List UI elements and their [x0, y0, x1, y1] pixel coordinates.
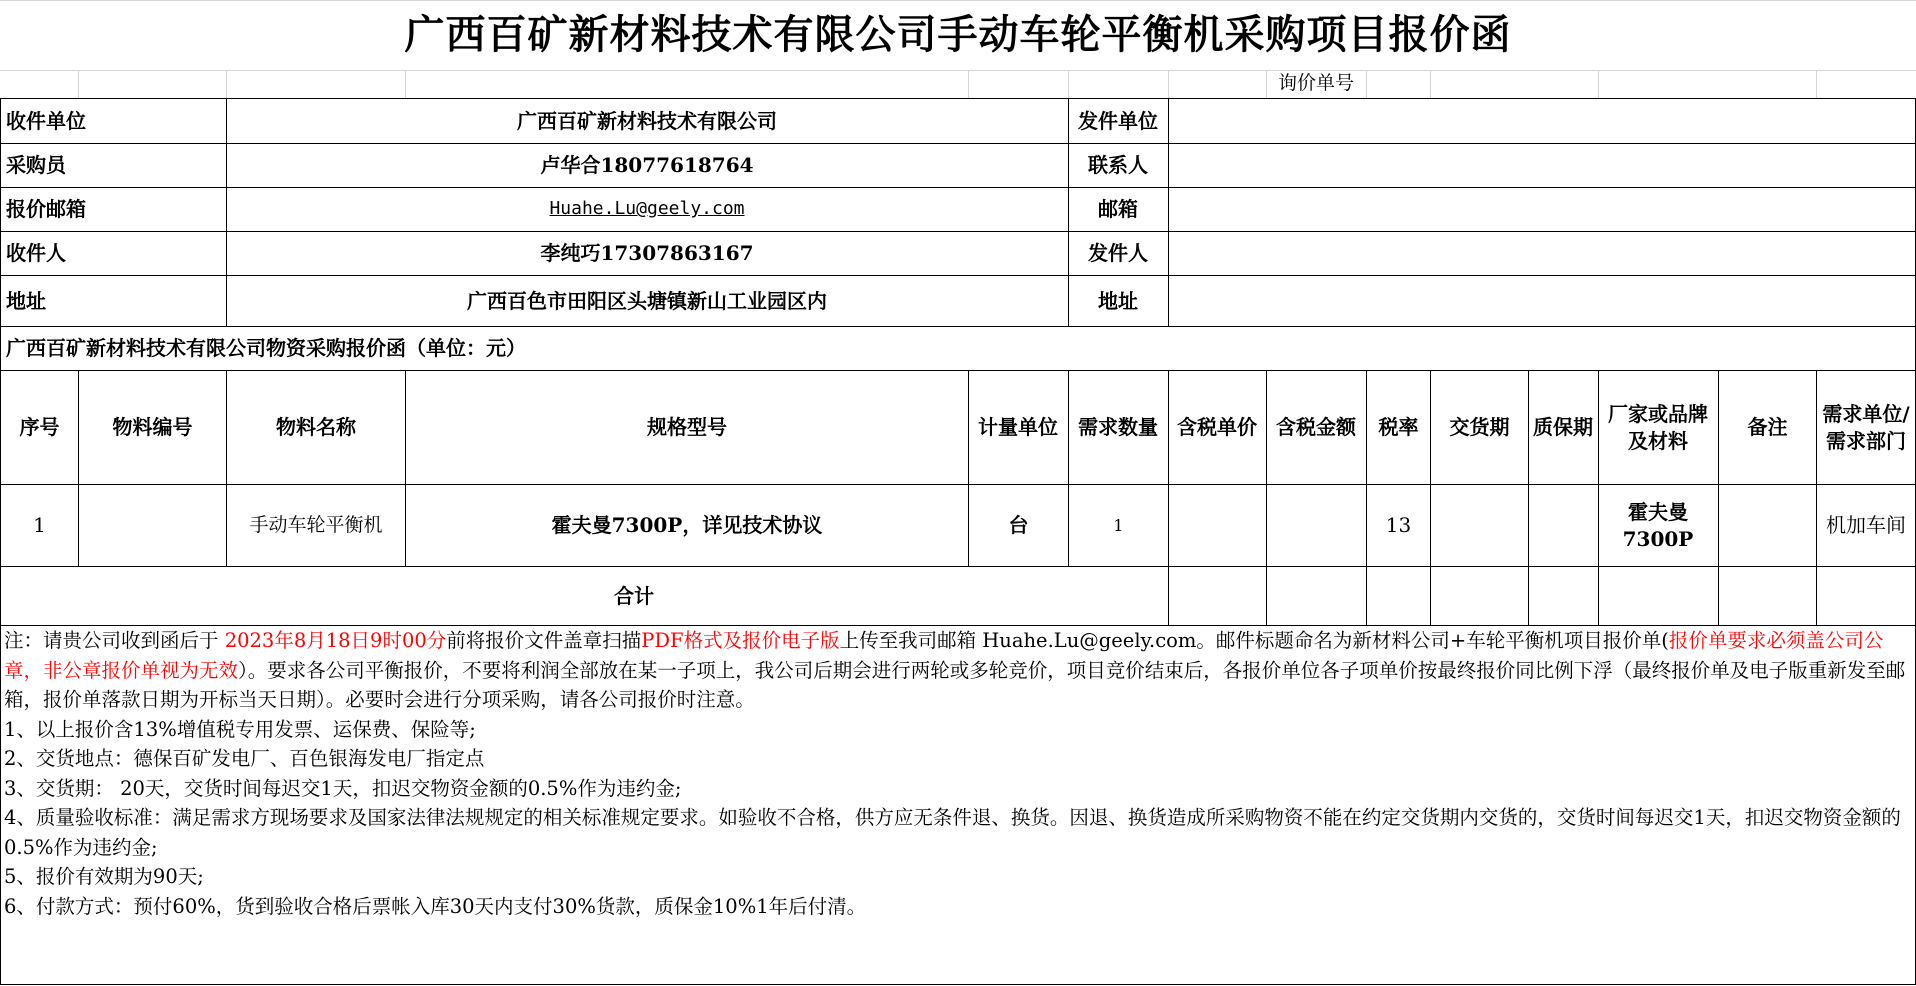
info-label-contact: 联系人 [1088, 153, 1148, 177]
cell-tax-rate: 13 [1385, 513, 1412, 537]
sender-unit-field[interactable] [1169, 99, 1915, 143]
cell-spec: 霍夫曼7300P，详见技术协议 [551, 513, 823, 537]
sender-email-field[interactable] [1169, 188, 1915, 231]
info-label-sender-unit: 发件单位 [1078, 108, 1158, 133]
format-requirement: PDF格式及报价电子版 [641, 629, 840, 652]
note-intro-a: 注：请贵公司收到函后于 [4, 629, 225, 652]
contact-field[interactable] [1169, 144, 1915, 187]
cell-delivery[interactable] [1431, 485, 1528, 566]
sender-field[interactable] [1169, 232, 1915, 275]
note-intro-e: 上传至我司邮箱 Huahe.Lu@geely.com。邮件标题命名为新材料公司+车轮平衡机项目报价单( [839, 629, 1669, 652]
col-header-tax-rate: 税率 [1378, 415, 1419, 439]
col-header-material-name: 物料名称 [276, 415, 356, 439]
gridline [78, 70, 79, 98]
info-label-address: 地址 [6, 288, 46, 313]
info-value-recipient: 李纯巧17307863167 [540, 241, 754, 265]
deadline: 2023年8月18日9时00分 [224, 629, 447, 652]
col-header-spec: 规格型号 [647, 415, 727, 439]
info-value-address: 广西百色市田阳区头塘镇新山工业园区内 [467, 288, 827, 313]
col-header-delivery: 交货期 [1449, 415, 1510, 439]
cell-demand-dept: 机加车间 [1826, 513, 1906, 537]
cell-warranty[interactable] [1529, 485, 1598, 566]
note-4: 4、质量验收标准：满足需求方现场要求及国家法律法规规定的相关标准规定要求。如验收不合格，供方应无条件退、换货。因退、换货造成所采购物资不能在约定交货期内交货的，交货时间每迟交1天，扣迟交物资金额的0.5%作为违约金; [4, 806, 1901, 859]
note-3: 3、交货期： 20天，交货时间每迟交1天，扣迟交物资金额的0.5%作为违约金; [4, 776, 682, 800]
col-header-demand-dept: 需求单位/需求部门 [1822, 401, 1910, 453]
gridline [0, 70, 1916, 71]
col-header-quantity: 需求数量 [1078, 415, 1158, 439]
total-label: 合计 [614, 583, 654, 608]
info-label-quote-email: 报价邮箱 [6, 197, 86, 221]
cell-brand: 霍夫曼7300P [1622, 499, 1694, 551]
info-label-sender-address: 地址 [1098, 288, 1138, 313]
gridline [1266, 70, 1267, 98]
note-intro-g: ）。要求各公司平衡报价，不要将利润全部放在某一子项上，我公司后期会进行两轮或多轮竞价，项目竞价结束后，各报价单位各子项单价按最终报价同比例下浮（最终报价单及电子版重新发至邮箱，报价单落款日期为开标当天日期）。必要时会进行分项采购，请各公司报价时注意。 [4, 658, 1906, 711]
cell-remark[interactable] [1719, 485, 1816, 566]
col-header-amount: 含税金额 [1276, 415, 1356, 439]
info-value-buyer: 卢华合18077618764 [540, 153, 754, 177]
gridline [1168, 70, 1169, 98]
gridline [405, 70, 406, 98]
seal-requirement: 报价单要求必须盖公司公章，非公章报价单视为无效 [4, 629, 1884, 682]
inquiry-no-value[interactable] [1368, 72, 1818, 96]
note-intro-c: 前将报价文件盖章扫描 [446, 629, 642, 652]
note-5: 5、报价有效期为90天; [4, 865, 204, 888]
info-label-email: 邮箱 [1098, 197, 1138, 221]
sender-address-field[interactable] [1169, 276, 1915, 326]
col-header-warranty: 质保期 [1533, 415, 1593, 439]
info-label-recipient-unit: 收件单位 [6, 108, 86, 133]
page-title: 广西百矿新材料技术有限公司手动车轮平衡机采购项目报价函 [404, 11, 1512, 58]
gridline [1366, 70, 1367, 98]
col-header-seq: 序号 [19, 415, 60, 439]
terms-notes [4, 626, 1912, 921]
gridline [968, 70, 969, 98]
cell-quantity: 1 [1113, 515, 1124, 535]
cell-material-code[interactable] [79, 485, 226, 566]
total-amount[interactable] [1267, 567, 1366, 625]
info-label-buyer: 采购员 [6, 153, 66, 177]
inquiry-no-label: 询价单号 [1277, 72, 1354, 95]
info-value-quote-email[interactable] [227, 188, 1067, 231]
note-6: 6、付款方式：预付60%，货到验收合格后票帐入库30天内支付30%货款，质保金10%1年后付清。 [4, 894, 867, 918]
email-link[interactable]: Huahe.Lu@geely.com [549, 198, 745, 220]
col-header-unit-price: 含税单价 [1177, 415, 1257, 439]
info-value-recipient-unit: 广西百矿新材料技术有限公司 [517, 108, 777, 133]
note-2: 2、交货地点：德保百矿发电厂、百色银海发电厂指定点 [4, 747, 485, 770]
cell-material-name: 手动车轮平衡机 [249, 513, 383, 536]
col-header-brand: 厂家或品牌及材料 [1608, 401, 1708, 453]
border [0, 984, 1916, 985]
note-1: 1、以上报价含13%增值税专用发票、运保费、保险等; [4, 717, 476, 741]
cell-seq: 1 [33, 513, 46, 537]
border [1598, 370, 1599, 625]
gridline [1068, 70, 1069, 98]
section-title: 广西百矿新材料技术有限公司物资采购报价函（单位：元） [6, 336, 526, 360]
cell-amount[interactable] [1267, 485, 1366, 566]
col-header-unit: 计量单位 [978, 415, 1058, 439]
info-label-sender: 发件人 [1088, 241, 1148, 265]
col-header-material-code: 物料编号 [112, 415, 193, 439]
gridline [226, 70, 227, 98]
info-label-recipient: 收件人 [6, 241, 66, 265]
col-header-remark: 备注 [1747, 415, 1788, 439]
cell-unit: 台 [1008, 513, 1029, 537]
cell-unit-price[interactable] [1169, 485, 1266, 566]
note-intro [4, 626, 1912, 715]
